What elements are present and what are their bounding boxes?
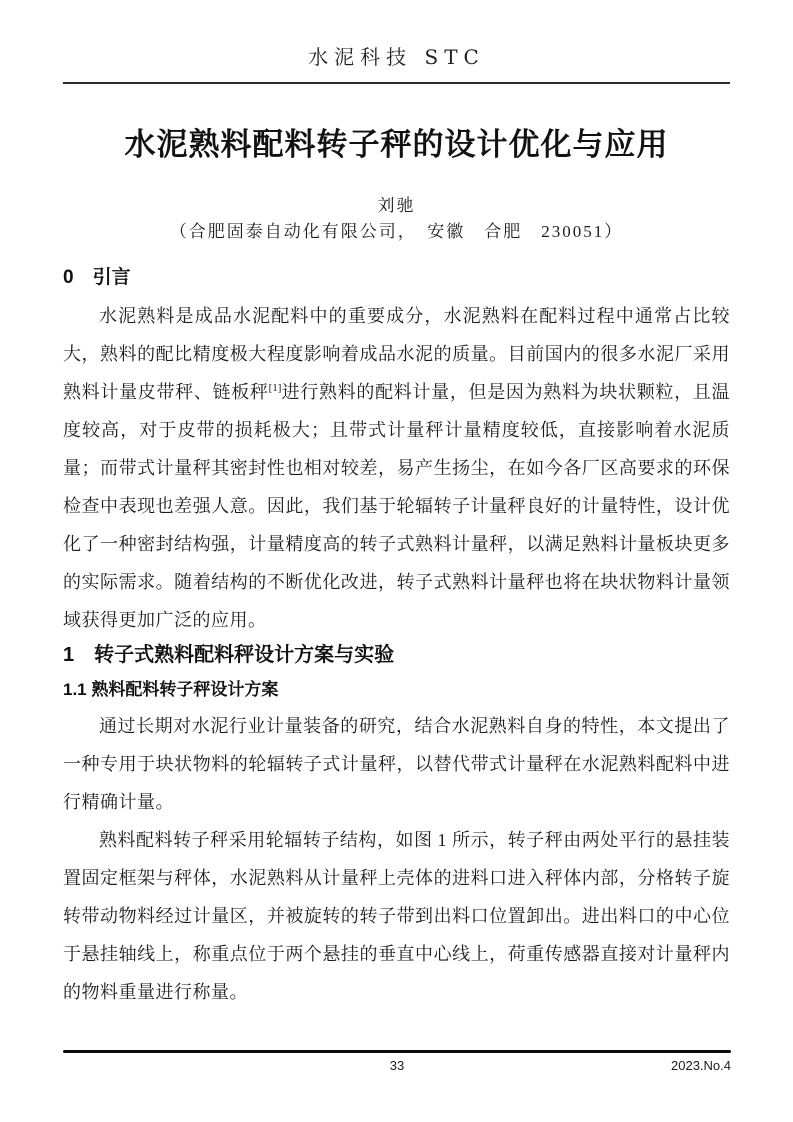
intro-paragraph xyxy=(63,297,730,639)
footer-rule xyxy=(63,1050,731,1053)
reference-marker: [1] xyxy=(268,382,282,394)
journal-header-title: 水泥科技 STC xyxy=(308,45,485,69)
header-rule xyxy=(63,82,730,84)
intro-text-before-ref: 水泥熟料是成品水泥配料中的重要成分，水泥熟料在配料过程中通常占比较大，熟料的配比精度极大程度影响着成品水泥的质量。目前国内的很多水泥厂采用熟料计量皮带秤、链板秤 xyxy=(63,306,730,402)
article-title: 水泥熟料配料转子秤的设计优化与应用 xyxy=(124,127,669,162)
design-paragraph-1: 通过长期对水泥行业计量装备的研究，结合水泥熟料自身的特性，本文提出了一种专用于块状物料的轮辐转子式计量秤，以替代带式计量秤在水泥熟料配料中进行精确计量。 xyxy=(63,716,730,812)
subsection-heading-design-scheme: 1.1 熟料配料转子秤设计方案 xyxy=(63,680,279,699)
intro-text-after-ref: 进行熟料的配料计量，但是因为熟料为块状颗粒，且温度较高，对于皮带的损耗极大；且带式计量秤计量精度较低，直接影响着水泥质量；而带式计量秤其密封性也相对较差，易产生扬尘，在如今各厂区高要求的环保检查中表现也差强人意。因此，我们基于轮辐转子计量秤良好的计量特性，设计优化了一种密封结构强，计量精度高的转子式熟料计量秤，以满足熟料计量板块更多的实际需求。随着结构的不断优化改进，转子式熟料计量秤也将在块状物料计量领域获得更加广泛的应用。 xyxy=(63,382,731,630)
section-heading-design: 1 转子式熟料配料秤设计方案与实验 xyxy=(63,644,395,666)
section-heading-intro: 0 引言 xyxy=(63,267,131,288)
author-affiliation: （合肥固泰自动化有限公司， 安徽 合肥 230051） xyxy=(169,222,624,241)
page-number: 33 xyxy=(389,1058,405,1073)
design-paragraph-2: 熟料配料转子秤采用轮辐转子结构，如图 1 所示，转子秤由两处平行的悬挂装置固定框架与秤体，水泥熟料从计量秤上壳体的进料口进入秤体内部，分格转子旋转带动物料经过计量区，并被旋转的转子带到出料口位置卸出。进出料口的中心位于悬挂轴线上，称重点位于两个悬挂的垂直中心线上，荷重传感器直接对计量秤内的物料重量进行称量。 xyxy=(63,830,730,1002)
issue-label: 2023.No.4 xyxy=(671,1058,731,1073)
author-name: 刘驰 xyxy=(377,196,416,215)
page-footer xyxy=(63,1058,731,1078)
